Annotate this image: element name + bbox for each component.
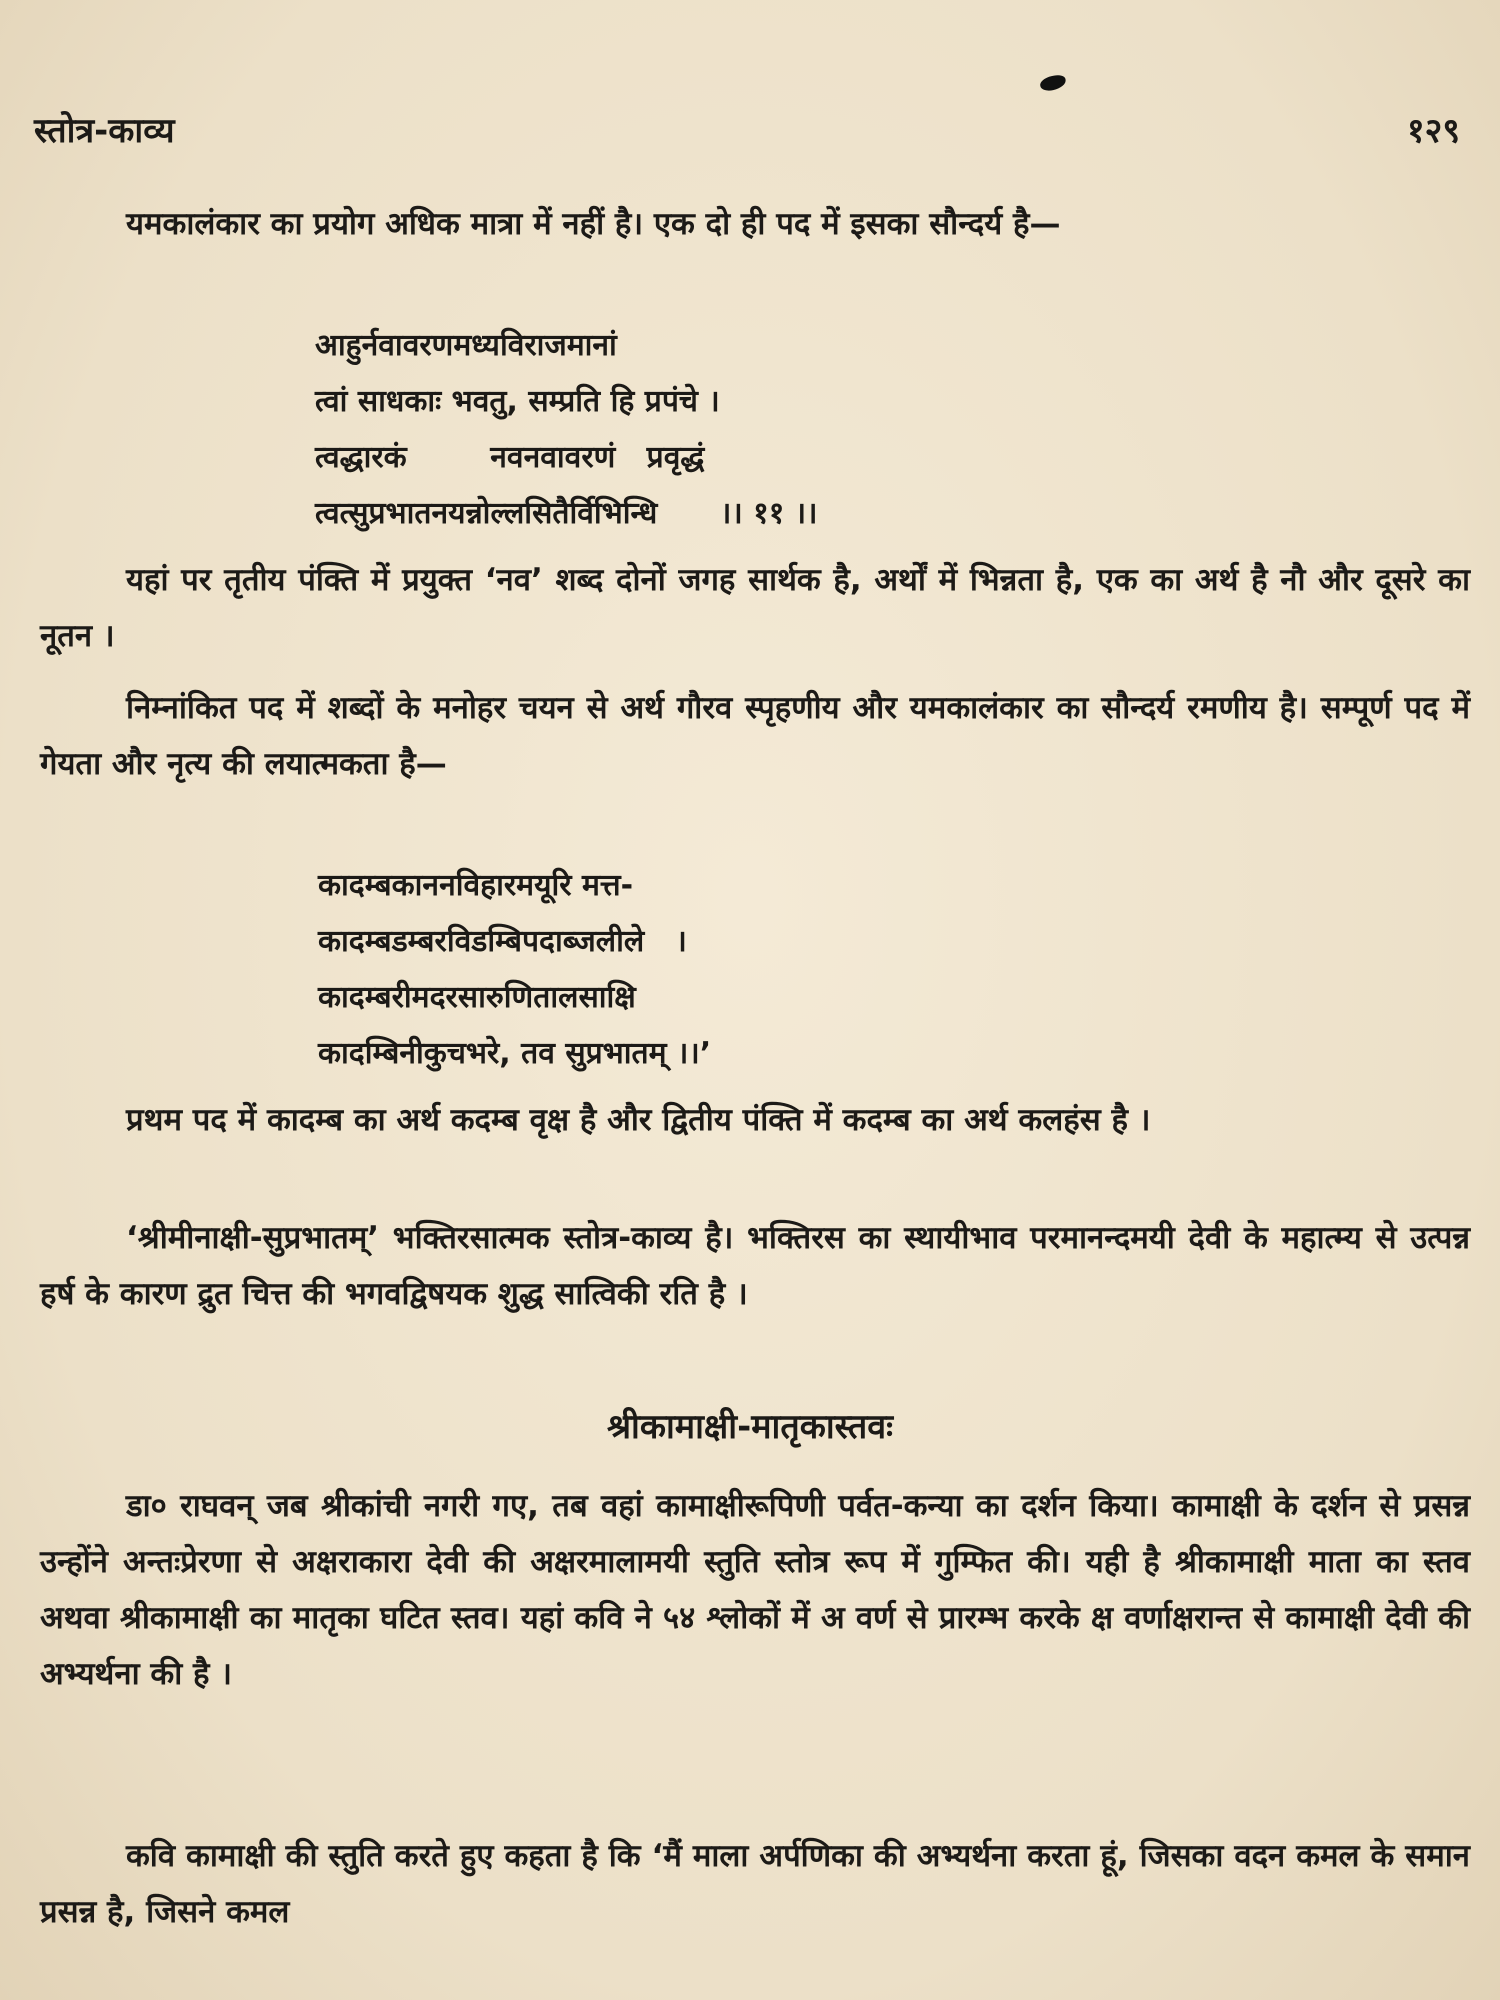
verse-line: त्वत्सुप्रभातनयन्नोल्लसितैर्विभिन्धि ।। ११ ।। [315,496,818,531]
verse-line: त्वां साधकाः भवतु, सम्प्रति हि प्रपंचे । [315,384,720,419]
paragraph-2: यहां पर तृतीय पंक्ति में प्रयुक्त ‘नव’ शब्द दोनों जगह सार्थक है, अर्थों में भिन्नता है, एक का अर्थ है नौ और दूसरे का नूतन । [40,562,1470,654]
running-head: स्तोत्र-काव्य [34,111,175,151]
page-number: १२९ [1406,111,1460,151]
verse-line: त्वद्धारकं नवनवावरणं प्रवृद्धं [315,440,705,475]
verse-line: कादम्बिनीकुचभरे, तव सुप्रभातम् ।।’ [318,1036,712,1071]
verse-block-1 [315,318,818,542]
paragraph-7: कवि कामाक्षी की स्तुति करते हुए कहता है कि ‘मैं माला अर्पणिका की अभ्यर्थना करता हूं, जिसका वदन कमल के समान प्रसन्न है, जिसने कमल [40,1838,1470,1930]
paragraph-1: यमकालंकार का प्रयोग अधिक मात्रा में नहीं है। एक दो ही पद में इसका सौन्दर्य है— [126,206,1061,242]
paragraph-5: ‘श्रीमीनाक्षी-सुप्रभातम्’ भक्तिरसात्मक स्तोत्र-काव्य है। भक्तिरस का स्थायीभाव परमानन्दमयी देवी के महात्म्य से उत्पन्न हर्ष के कारण द्रुत चित्त की भगवद्विषयक शुद्ध सात्विकी रति है । [40,1220,1470,1312]
verse-line: कादम्बडम्बरविडम्बिपदाब्जलीले । [318,924,687,959]
section-heading: श्रीकामाक्षी-मातृकास्तवः [606,1407,894,1447]
verse-line: आहुर्नवावरणमध्यविराजमानां [315,328,617,363]
verse-block-2 [318,858,711,1082]
verse-line: कादम्बरीमदरसारुणितालसाक्षि [318,980,636,1015]
paragraph-3: निम्नांकित पद में शब्दों के मनोहर चयन से अर्थ गौरव स्पृहणीय और यमकालंकार का सौन्दर्य रमणीय है। सम्पूर्ण पद में गेयता और नृत्य की लयात्मकता है— [40,690,1470,782]
paragraph-4: प्रथम पद में कादम्ब का अर्थ कदम्ब वृक्ष है और द्वितीय पंक्ति में कदम्ब का अर्थ कलहंस है । [126,1102,1151,1138]
verse-line: कादम्बकाननविहारमयूरि मत्त- [318,868,634,903]
ink-blot [1039,73,1067,92]
paragraph-6: डा० राघवन् जब श्रीकांची नगरी गए, तब वहां कामाक्षीरूपिणी पर्वत-कन्या का दर्शन किया। कामाक्षी के दर्शन से प्रसन्न उन्होंने अन्तःप्रेरणा से अक्षराकारा देवी की अक्षरमालामयी स्तुति स्तोत्र रूप में गुम्फित की। यही है श्रीकामाक्षी माता का स्तव अथवा श्रीकामाक्षी का मातृका घटित स्तव। यहां कवि ने ५४ श्लोकों में अ वर्ण से प्रारम्भ करके क्ष वर्णाक्षरान्त से कामाक्षी देवी की अभ्यर्थना की है । [40,1488,1470,1692]
